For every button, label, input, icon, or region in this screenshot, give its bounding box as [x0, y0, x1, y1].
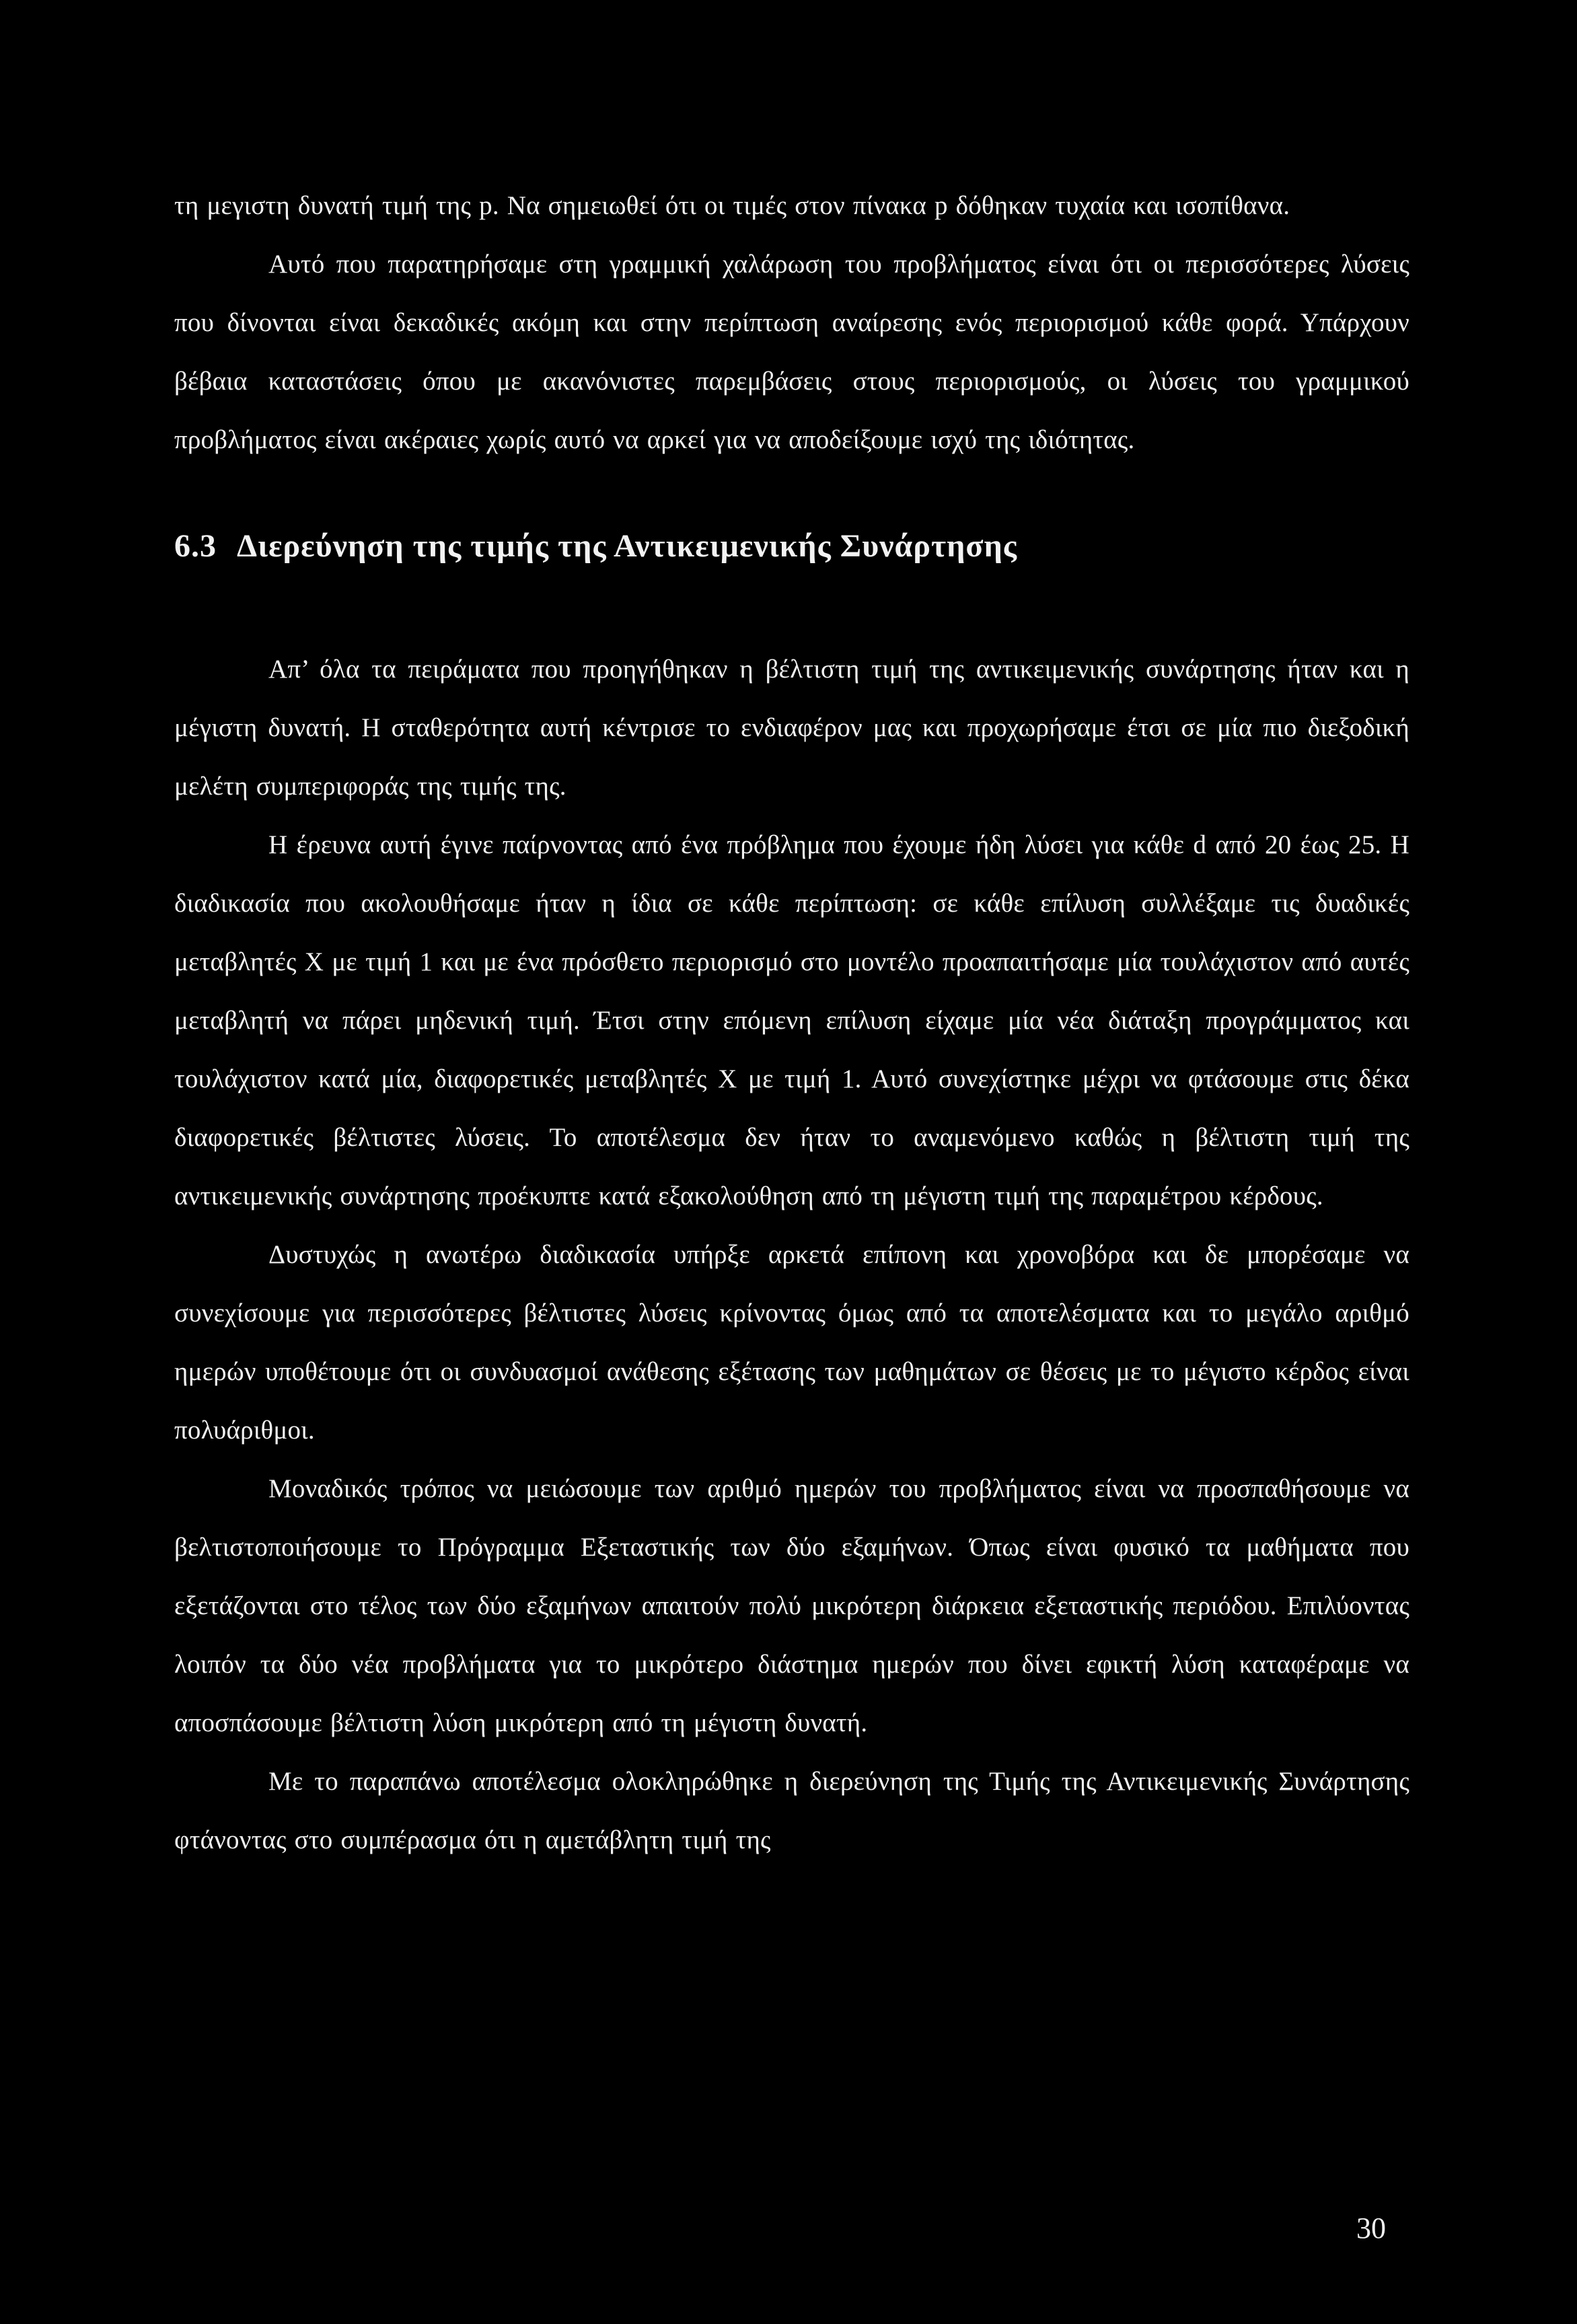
paragraph-conclusion: Με το παραπάνω αποτέλεσμα ολοκληρώθηκε η διερεύνηση της Τιμής της Αντικειμενικής Συνάρτησης φτάνοντας στο συμπέρασμα ότι η αμετάβλητη τιμή της [174, 1767, 1409, 1854]
section-title: Διερεύνηση της τιμής της Αντικειμενικής Συνάρτησης [237, 528, 1018, 564]
section-number: 6.3 [174, 528, 217, 564]
paragraph-research-procedure: Η έρευνα αυτή έγινε παίρνοντας από ένα πρόβλημα που έχουμε ήδη λύσει για κάθε d από 20 έως 25. Η διαδικασία που ακολουθήσαμε ήταν η ίδια σε κάθε περίπτωση: σε κάθε επίλυση συλλέξαμε τις δυαδικές μεταβλητές X με τιμή 1 και με ένα πρόσθετο περιορισμό στο μοντέλο προαπαιτήσαμε μία τουλάχιστον από αυτές μεταβλητή να πάρει μηδενική τιμή. Έτσι στην επόμενη επίλυση είχαμε μία νέα διάταξη προγράμματος και τουλάχιστον κατά μία, διαφορετικές μεταβλητές X με τιμή 1. Αυτό συνεχίστηκε μέχρι να φτάσουμε στις δέκα διαφορετικές βέλτιστες λύσεις. Το αποτέλεσμα δεν ήταν το αναμενόμενο καθώς η βέλτιστη τιμή της αντικειμενικής συνάρτησης προέκυπτε κατά εξακολούθηση από τη μέγιστη τιμή της παραμέτρου κέρδους. [174, 830, 1409, 1210]
paragraph-continuation: τη μεγιστη δυνατή τιμή της p. Να σημειωθεί ότι οι τιμές στον πίνακα p δόθηκαν τυχαία και ισοπίθανα. [174, 191, 1290, 220]
paragraph-difficulty: Δυστυχώς η ανωτέρω διαδικασία υπήρξε αρκετά επίπονη και χρονοβόρα και δε μπορέσαμε να συνεχίσουμε για περισσότερες βέλτιστες λύσεις κρίνοντας όμως από τα αποτελέσματα και το μεγάλο αριθμό ημερών υποθέτουμε ότι οι συνδυασμοί ανάθεσης εξέτασης των μαθημάτων σε θέσεις με το μέγιστο κέρδος είναι πολυάριθμοι. [174, 1240, 1409, 1445]
document-page [174, 176, 1409, 1869]
paragraph-experiments: Απ’ όλα τα πειράματα που προηγήθηκαν η βέλτιστη τιμή της αντικειμενικής συνάρτησης ήταν και η μέγιστη δυνατή. Η σταθερότητα αυτή κέντρισε το ενδιαφέρον μας και προχωρήσαμε έτσι σε μία πιο διεξοδική μελέτη συμπεριφοράς της τιμής της. [174, 655, 1409, 801]
section-heading [174, 511, 1409, 582]
paragraph-optimization: Μοναδικός τρόπος να μειώσουμε των αριθμό ημερών του προβλήματος είναι να προσπαθήσουμε να βελτιστοποιήσουμε το Πρόγραμμα Εξεταστικής των δύο εξαμήνων. Όπως είναι φυσικό τα μαθήματα που εξετάζονται στο τέλος των δύο εξαμήνων απαιτούν πολύ μικρότερη διάρκεια εξεταστικής περιόδου. Επιλύοντας λοιπόν τα δύο νέα προβλήματα για το μικρότερο διάστημα ημερών που δίνει εφικτή λύση καταφέραμε να αποσπάσουμε βέλτιστη λύση μικρότερη από τη μέγιστη δυνατή. [174, 1474, 1409, 1737]
page-number: 30 [1356, 2212, 1386, 2245]
paragraph-linear-relaxation: Αυτό που παρατηρήσαμε στη γραμμική χαλάρωση του προβλήματος είναι ότι οι περισσότερες λύσεις που δίνονται είναι δεκαδικές ακόμη και στην περίπτωση αναίρεσης ενός περιορισμού κάθε φορά. Υπάρχουν βέβαια καταστάσεις όπου με ακανόνιστες παρεμβάσεις στους περιορισμούς, οι λύσεις του γραμμικού προβλήματος είναι ακέραιες χωρίς αυτό να αρκεί για να αποδείξουμε ισχύ της ιδιότητας. [174, 250, 1409, 454]
